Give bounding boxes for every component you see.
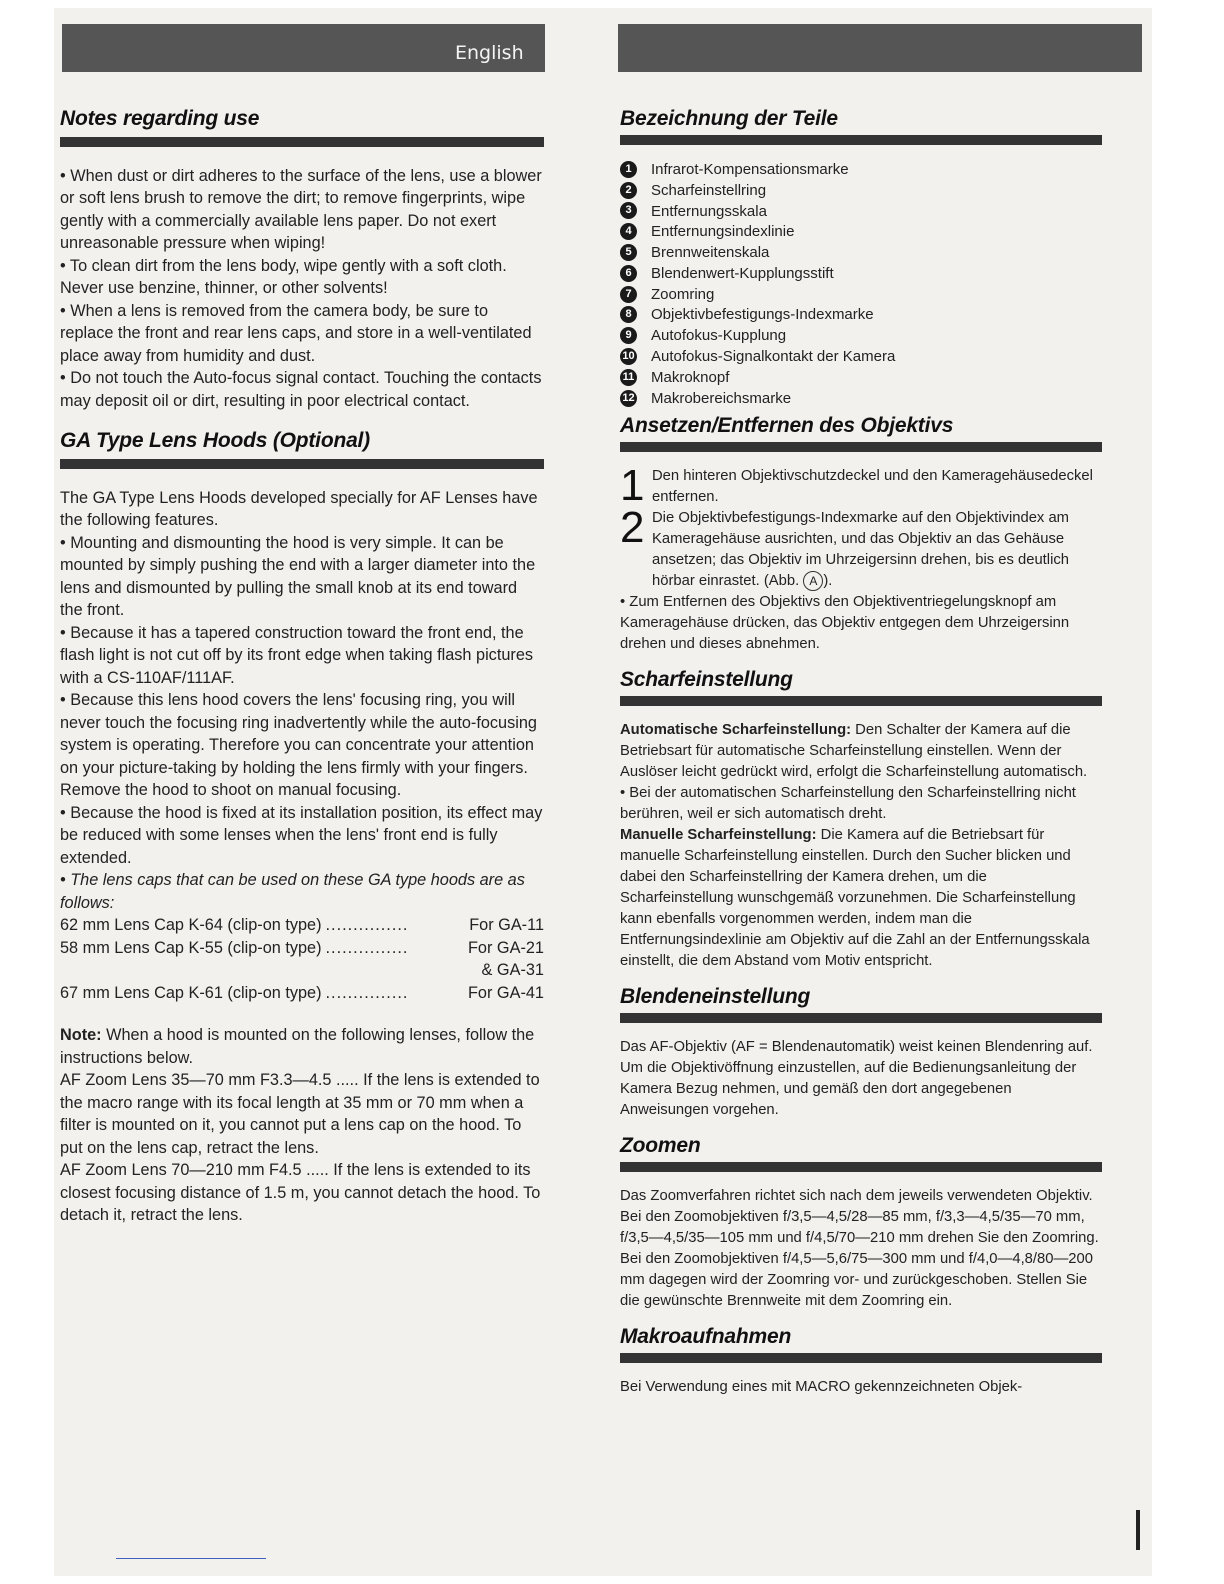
note-text: When a hood is mounted on the following lenses, follow the instructions below. (60, 1026, 535, 1067)
footer-line (116, 1558, 266, 1559)
part-item (620, 159, 1102, 180)
language-label: English (455, 42, 524, 64)
right-column (620, 108, 1102, 1398)
section-rule (60, 137, 544, 147)
page-edge-mark (1136, 1510, 1140, 1550)
cap-name: 58 mm Lens Cap K-55 (clip-on type) (60, 938, 322, 957)
step2-text: Die Objektivbefestigungs-Indexmarke auf den Objektivindex am Kameragehäuse ausrichten, und das Objektiv an das Gehäuse ansetzen; das Objektiv im Uhrzeigersinn drehen, bis es deutlich hörbar einrastet. (Abb. (652, 509, 1069, 589)
section-rule (620, 1353, 1102, 1363)
manual-focus-label: Manuelle Scharfeinstellung: (620, 826, 817, 843)
part-number-badge: 7 (620, 286, 637, 303)
caps-intro: • The lens caps that can be used on these GA type hoods are as follows: (60, 871, 525, 912)
aperture-heading: Blendeneinstellung (620, 984, 811, 1008)
focus-heading: Scharfeinstellung (620, 667, 793, 691)
aperture-text: Das AF-Objektiv (AF = Blendenautomatik) weist keinen Blendenring auf. Um die Objektivöffnung einzustellen, auf die Bedienungsanleitung der Kamera Bezug nehmen, und gemäß den dort angegebenen Anweisungen vorgehen. (620, 1038, 1093, 1118)
note-item: AF Zoom Lens 35—70 mm F3.3—4.5 ..... If the lens is extended to the macro range with its focal length at 35 mm or 70 mm when a filter is mounted on it, you cannot put a lens cap on the hood. To put on the lens cap, retract the lens. (60, 1071, 540, 1157)
cap-dots: ............... (325, 938, 409, 957)
part-number-badge: 1 (620, 161, 637, 178)
cap-extra: & GA-31 (481, 961, 544, 979)
part-item (620, 305, 1102, 326)
parts-heading: Bezeichnung der Teile (620, 107, 838, 130)
mount-bullet: • Zum Entfernen des Objektivs den Objektiventriegelungsknopf am Kameragehäuse drücken, das Objektiv entgegen dem Uhrzeigersinn drehen und dieses abnehmen. (620, 593, 1070, 652)
part-label: Zoomring (651, 285, 715, 303)
cap-for: For GA-11 (469, 916, 544, 934)
cap-for: For GA-21 (467, 938, 544, 957)
step-number: 1 (620, 460, 645, 510)
auto-focus-label: Automatische Scharfeinstellung: (620, 721, 852, 738)
part-label: Entfernungsindexlinie (651, 223, 795, 241)
hoods-paragraph: The GA Type Lens Hoods developed specially for AF Lenses have the following features. (60, 488, 538, 529)
part-item (620, 180, 1102, 201)
part-item (620, 367, 1102, 388)
step2-end: ). (823, 572, 833, 589)
manual-focus-paragraph (620, 825, 1102, 972)
part-number-badge: 2 (620, 182, 637, 199)
hoods-paragraph: • Because the hood is fixed at its installation position, its effect may be reduced with some lenses when the lens' front end is fully extended. (60, 803, 543, 867)
section-rule (620, 442, 1102, 452)
zoom-text: Das Zoomverfahren richtet sich nach dem jeweils verwendeten Objektiv. Bei den Zoomobjektiven f/3,5—4,5/28—85 mm, f/3,3—4,5/35—70 mm, f/3,5—4,5/35—105 mm und f/4,5/70—210 mm drehen Sie den Zoomring. Bei den Zoomobjektiven f/4,5—5,6/75—300 mm und f/4,0—4,8/80—200 mm dagegen wird der Zoomring vor- und zurückgeschoben. Stellen Sie die gewünschte Brennweite mit dem Zoomring ein. (620, 1187, 1099, 1309)
cap-row (60, 937, 544, 960)
step-text: Den hinteren Objektivschutzdeckel und den Kameragehäusedeckel entfernen. (652, 467, 1093, 505)
part-label: Autofokus-Kupplung (651, 327, 787, 345)
cap-row (60, 914, 544, 937)
part-item (620, 201, 1102, 222)
cap-dots: ............... (325, 916, 409, 934)
step-text (652, 508, 1102, 592)
left-column (60, 108, 544, 1227)
cap-for: For GA-41 (467, 983, 544, 1002)
part-label: Makrobereichsmarke (651, 389, 792, 407)
hoods-heading: GA Type Lens Hoods (Optional) (60, 429, 370, 452)
part-item (620, 284, 1102, 305)
step-number: 2 (620, 502, 645, 552)
part-number-badge: 8 (620, 306, 637, 323)
part-label: Brennweitenskala (651, 244, 770, 262)
note-label: Note: (60, 1026, 102, 1044)
notes-heading: Notes regarding use (60, 107, 260, 130)
part-number-badge: 3 (620, 202, 637, 219)
part-label: Makroknopf (651, 368, 730, 386)
part-label: Scharfeinstellring (651, 181, 767, 199)
auto-focus-text: Den Schalter der Kamera auf die Betriebsart für automatische Scharfeinstellung einstellen. Wenn der Auslöser leicht gedrückt wird, erfolgt die Scharfeinstellung automatisch. (620, 721, 1088, 780)
zoom-heading: Zoomen (620, 1133, 701, 1157)
mount-heading: Ansetzen/Entfernen des Objektivs (620, 413, 954, 437)
part-label: Infrarot-Kompensationsmarke (651, 160, 849, 178)
notes-paragraph: • When a lens is removed from the camera body, be sure to replace the front and rear lens caps, and store in a well-ventilated place away from humidity and dust. (60, 301, 532, 365)
auto-focus-paragraph (620, 720, 1102, 783)
mount-step (620, 502, 1102, 592)
part-label: Blendenwert-Kupplungsstift (651, 264, 834, 282)
section-rule (620, 696, 1102, 706)
part-number-badge: 9 (620, 327, 637, 344)
cap-dots: ............... (325, 983, 409, 1002)
notes-paragraph: • When dust or dirt adheres to the surface of the lens, use a blower or soft lens brush to remove the dirt; to remove fingerprints, wipe gently with a commercially available lens paper. Do not exert unreasonable pressure when wiping! (60, 166, 542, 252)
part-item (620, 325, 1102, 346)
part-item (620, 346, 1102, 367)
note-paragraph (60, 1024, 544, 1069)
cap-row (60, 982, 544, 1005)
part-number-badge: 11 (620, 369, 637, 386)
section-rule (620, 1162, 1102, 1172)
part-number-badge: 12 (620, 390, 637, 407)
note-item: AF Zoom Lens 70—210 mm F4.5 ..... If the lens is extended to its closest focusing distance of 1.5 m, you cannot detach the hood. To detach it, retract the lens. (60, 1161, 541, 1224)
part-item (620, 388, 1102, 409)
macro-heading: Makroaufnahmen (620, 1324, 792, 1348)
header-bar-right (618, 24, 1142, 72)
hoods-paragraph: • Because it has a tapered construction toward the front end, the flash light is not cut off by its front edge when taking flash pictures with a CS-110AF/111AF. (60, 623, 534, 687)
cap-name: 67 mm Lens Cap K-61 (clip-on type) (60, 983, 322, 1002)
cap-name: 62 mm Lens Cap K-64 (clip-on type) (60, 916, 322, 934)
part-label: Entfernungsskala (651, 202, 767, 220)
part-number-badge: 6 (620, 265, 637, 282)
section-rule (60, 459, 544, 469)
manual-focus-text: Die Kamera auf die Betriebsart für manuelle Scharfeinstellung einstellen. Durch den Sucher blicken und dabei den Scharfeinstellring der Kamera drehen, um die Scharfeinstellung wunschgemäß vorzunehmen. Die Scharfeinstellung kann ebenfalls vorgenommen werden, indem man die Entfernungsindexlinie am Objektiv auf die Zahl an der Entfernungsskala einstellt, die dem Abstand vom Motiv entspricht. (620, 826, 1090, 969)
part-item (620, 263, 1102, 284)
auto-focus-bullet: • Bei der automatischen Scharfeinstellung den Scharfeinstellring nicht berühren, weil er sich automatisch dreht. (620, 784, 1076, 822)
section-rule (620, 1013, 1102, 1023)
part-label: Autofokus-Signalkontakt der Kamera (651, 348, 896, 366)
part-number-badge: 4 (620, 223, 637, 240)
notes-paragraph: • Do not touch the Auto-focus signal contact. Touching the contacts may deposit oil or dirt, resulting in poor electrical contact. (60, 369, 542, 410)
parts-list (620, 159, 1102, 409)
part-item (620, 242, 1102, 263)
caps-list (60, 914, 544, 1004)
section-rule (620, 135, 1102, 145)
macro-text: Bei Verwendung eines mit MACRO gekennzeichneten Objek- (620, 1378, 1023, 1395)
part-number-badge: 10 (620, 348, 637, 365)
part-number-badge: 5 (620, 244, 637, 261)
hoods-paragraph: • Because this lens hood covers the lens' focusing ring, you will never touch the focusing ring inadvertently while the auto-focusing system is operating. Therefore you can concentrate your attention on your picture-taking by holding the lens firmly with your fingers. Remove the hood to shoot on manual focusing. (60, 691, 537, 799)
notes-paragraph: • To clean dirt from the lens body, wipe gently with a soft cloth. Never use benzine, thinner, or other solvents! (60, 256, 507, 297)
hoods-paragraph: • Mounting and dismounting the hood is very simple. It can be mounted by simply pushing the end with a larger diameter into the lens and dismounted by pulling the small knob at its end toward the front. (60, 533, 536, 619)
figure-a-ref: A (803, 571, 823, 591)
part-label: Objektivbefestigungs-Indexmarke (651, 306, 874, 324)
mount-step (620, 460, 1102, 510)
part-item (620, 221, 1102, 242)
